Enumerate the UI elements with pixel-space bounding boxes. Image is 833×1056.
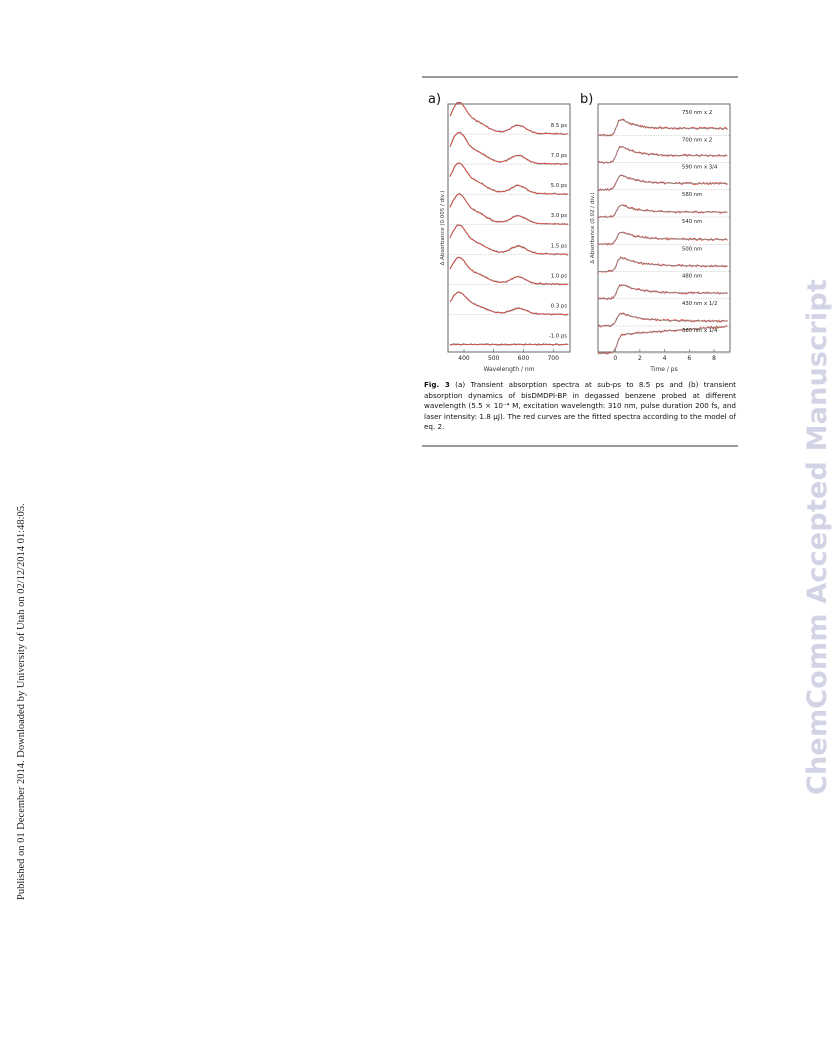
x-tick-label: 2	[637, 355, 642, 362]
spectrum-fit-curve	[450, 132, 568, 164]
spectrum-delay-label: 7.0 ps	[550, 153, 567, 160]
panel-a-label: a)	[428, 92, 442, 107]
spectrum-data-trace	[450, 132, 568, 164]
spectrum-delay-label: 1.0 ps	[550, 273, 567, 280]
x-tick-label: 0	[613, 355, 618, 362]
caption-label: Fig. 3	[424, 380, 450, 389]
figure-bottom-rule	[422, 445, 738, 447]
spectrum-data-trace	[450, 225, 568, 255]
kinetic-wavelength-label: 380 nm x 1/4	[682, 328, 718, 334]
spectrum-delay-label: 3.0 ps	[550, 213, 567, 220]
x-tick-label: 700	[547, 355, 559, 362]
spectrum-fit-curve	[450, 257, 568, 284]
x-tick-label: 6	[687, 355, 692, 362]
spectrum-data-trace	[450, 103, 568, 135]
kinetic-data-trace	[598, 205, 728, 218]
spectrum-fit-curve	[450, 102, 568, 134]
panel-a-xlabel: Wavelength / nm	[483, 366, 535, 373]
kinetic-fit-curve	[598, 147, 728, 163]
accepted-manuscript-watermark: ChemComm Accepted Manuscript	[802, 278, 833, 795]
x-tick-label: 500	[487, 355, 500, 362]
spectrum-delay-label: 5.0 ps	[550, 183, 567, 190]
kinetic-data-trace	[598, 119, 728, 136]
x-tick-label: 400	[458, 355, 470, 362]
x-tick-label: 4	[662, 355, 667, 362]
x-tick-label: 600	[517, 355, 530, 362]
spectrum-delay-label: 8.5 ps	[550, 123, 567, 130]
panel-b-label: b)	[580, 92, 594, 107]
kinetic-wavelength-label: 540 nm	[682, 219, 703, 225]
spectrum-fit-curve	[450, 163, 568, 194]
panel-b-ylabel: Δ Absorbance (0.02 / div.)	[590, 192, 596, 264]
spectrum-delay-label: -1.0 ps	[548, 333, 567, 340]
publication-side-note: Published on 01 December 2014. Downloaded by University of Utah on 02/12/2014 01:48:05.	[16, 503, 27, 900]
kinetic-wavelength-label: 580 nm	[682, 191, 703, 198]
spectrum-delay-label: 0.3 ps	[550, 303, 567, 310]
kinetic-wavelength-label: 430 nm x 1/2	[682, 300, 718, 307]
figure-caption	[424, 380, 736, 433]
kinetic-data-trace	[598, 257, 728, 272]
panel-b-xlabel: Time / ps	[650, 366, 678, 373]
panel-a-ylabel: Δ Absorbance (0.005 / div.)	[440, 190, 446, 266]
kinetic-wavelength-label: 480 nm	[682, 273, 703, 280]
kinetic-wavelength-label: 500 nm	[682, 246, 703, 253]
spectrum-delay-label: 1.5 ps	[550, 243, 567, 250]
kinetic-fit-curve	[598, 285, 728, 299]
x-tick-label: 8	[712, 355, 716, 362]
spectrum-data-trace	[450, 163, 568, 195]
kinetic-fit-curve	[598, 314, 728, 326]
spectrum-fit-curve	[450, 194, 568, 224]
kinetic-wavelength-label: 750 nm x 2	[682, 110, 713, 116]
kinetic-wavelength-label: 590 nm x 3/4	[682, 164, 718, 171]
caption-text: (a) Transient absorption spectra at sub-ps to 8.5 ps and (b) transient absorption dynamics of bisDMDPI-BP in degassed benzene probed at different wavelength (5.5 × 10⁻⁴ M, excitation wavelength: 310 nm, pulse duration 200 fs, and laser intensity: 1.8 μJ). The red curves are the fitted spectra according to the model of eq. 2.	[424, 380, 736, 432]
kinetic-wavelength-label: 700 nm x 2	[682, 137, 713, 144]
spectrum-fit-curve	[450, 225, 568, 254]
